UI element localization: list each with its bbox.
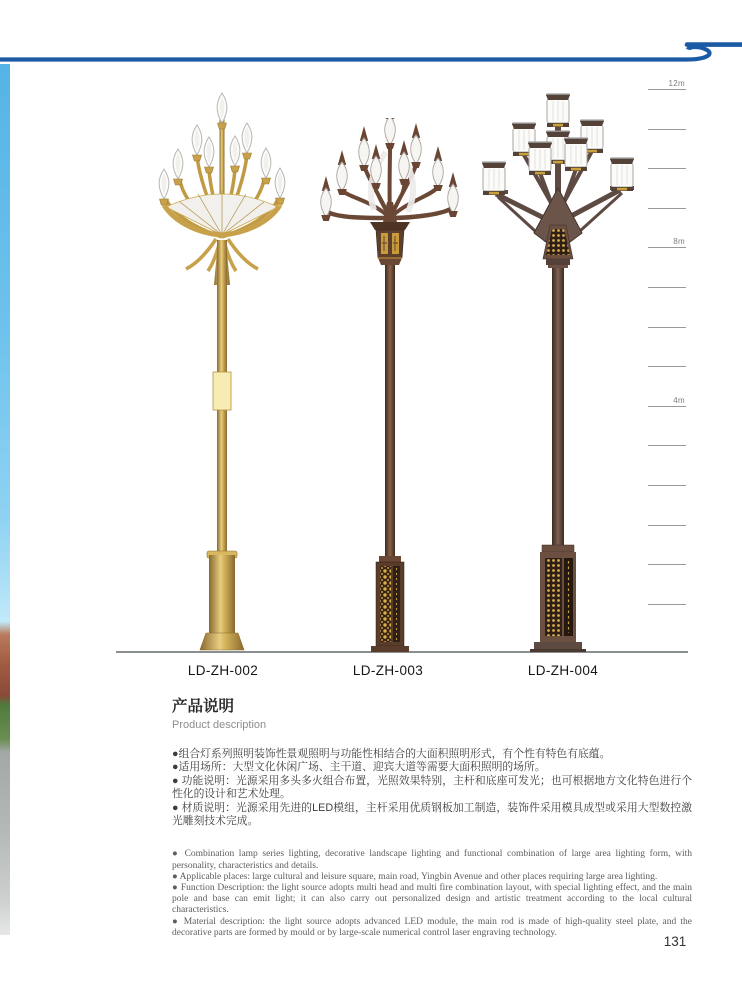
scale-tick xyxy=(648,129,686,130)
lamp-photo-ld-zh-003 xyxy=(310,118,470,652)
description-bullet-zh: ● 功能说明：光源采用多头多火组合布置，光照效果特别，主杆和底座可发光；也可根据地方文化特色进行个性化的设计和艺术处理。 xyxy=(172,774,692,801)
lamp-lantern xyxy=(370,222,410,265)
description-bullet-en: ● Combination lamp series lighting, decorative landscape lighting and functional combination of large area lighting form, with personality, characteristics and details. xyxy=(172,849,692,871)
lamp-pole xyxy=(213,240,231,565)
lamp-base xyxy=(371,556,409,652)
description-bullet-en: ● Material description: the light source adopts advanced LED module, the main rod is made of high-quality steel plate, and the decorative parts are formed by mould or by large-scale numerical control laser engraving technology. xyxy=(172,916,692,938)
scale-tick-label: 8m xyxy=(673,237,685,247)
scale-tick xyxy=(648,564,686,565)
description-bullet-zh: ●组合灯系列照明装饰性景观照明与功能性相结合的大面积照明形式，有个性有特色有底蕴。 xyxy=(172,748,611,760)
brand-swoosh-graphic xyxy=(0,0,742,70)
scale-tick xyxy=(648,168,686,169)
description-bullet-en: ● Applicable places: large cultural and leisure square, main road, Yingbin Avenue and other places requiring large area lighting. xyxy=(172,871,658,882)
scale-tick xyxy=(648,366,686,367)
scale-tick xyxy=(648,287,686,288)
scale-tick xyxy=(648,485,686,486)
height-scale xyxy=(648,79,686,649)
model-label-ld-zh-003: LD-ZH-003 xyxy=(352,663,424,678)
lamp-head xyxy=(321,118,459,222)
scale-tick xyxy=(648,237,686,248)
lamp-base xyxy=(530,545,586,652)
product-description-section xyxy=(172,694,692,939)
lamp-pole xyxy=(385,265,395,556)
lamp-pole xyxy=(552,268,564,545)
description-bullets-en xyxy=(172,849,692,939)
lamp-photo-ld-zh-004 xyxy=(476,93,644,652)
scale-tick xyxy=(648,525,686,526)
description-bullet-zh: ●适用场所：大型文化休闲广场、主干道、迎宾大道等需要大面积照明的场所。 xyxy=(172,761,546,774)
scale-tick xyxy=(648,395,686,407)
description-bullet-zh: ● 材质说明：光源采用先进的LED模组，主杆采用优质钢板加工制造，装饰件采用模具成型或采用大型数控激光雕刻技术完成。 xyxy=(172,801,692,828)
left-photo-strip xyxy=(0,64,10,935)
scale-tick xyxy=(648,445,686,446)
scale-tick xyxy=(648,79,686,90)
scale-tick-label: 12m xyxy=(668,79,685,88)
lamp-base xyxy=(200,551,244,650)
model-label-ld-zh-002: LD-ZH-002 xyxy=(187,663,259,678)
description-title-en: Product description xyxy=(172,719,267,731)
model-label-ld-zh-004: LD-ZH-004 xyxy=(527,663,599,678)
scale-tick xyxy=(648,604,686,605)
description-title-zh: 产品说明 xyxy=(172,698,235,715)
description-bullet-en: ● Function Description: the light source adopts multi head and multi fire combination layout, with special lighting effect, and the main pole and base can emit light; it can also carry out personalized design and artistic treatment according to the local cultural characteristics. xyxy=(172,883,692,916)
scale-tick-label: 4m xyxy=(673,395,685,405)
scale-tick xyxy=(648,208,686,209)
scale-tick xyxy=(648,327,686,328)
lamp-photo-ld-zh-002 xyxy=(140,85,304,652)
page-number: 131 xyxy=(663,934,687,949)
description-bullets-zh xyxy=(172,748,692,828)
